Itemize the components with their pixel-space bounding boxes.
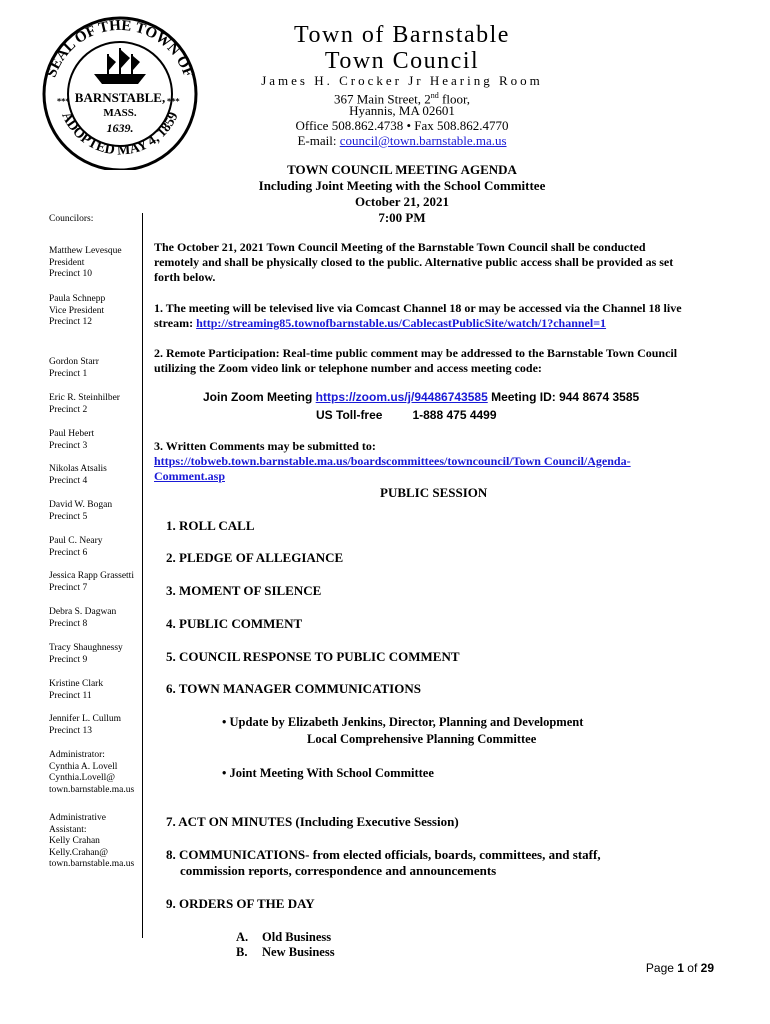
bullet-item: • Update by Elizabeth Jenkins, Director, Planning and Development (222, 715, 584, 729)
councilor-entry: Matthew Levesque President Precinct 10 (49, 246, 122, 279)
councilor-entry: Eric R. Steinhilber Precinct 2 (49, 393, 120, 415)
councilor-entry: Jennifer L. Cullum Precinct 13 (49, 714, 122, 736)
seal-ring-text: SEAL OF THE TOWN OF (43, 17, 197, 80)
bullet-icon: • (222, 715, 230, 729)
paragraph-written: 3. Written Comments may be submitted to: https://tobweb.town.barnstable.ma.us/boardscommittees/towncouncil/Town Council/Agenda- Comment.asp (154, 439, 631, 483)
councilor-entry: Gordon Starr Precinct 1 (49, 357, 99, 379)
agenda-item: 6. TOWN MANAGER COMMUNICATIONS (166, 681, 421, 696)
councilor-entry: Paul Hebert Precinct 3 (49, 429, 95, 451)
agenda-item: 2. PLEDGE OF ALLEGIANCE (166, 550, 344, 565)
hearing-room: James H. Crocker Jr Hearing Room (261, 73, 543, 88)
administrator-block: Administrator: Cynthia A. Lovell Cynthia.Lovell@ town.barnstable.ma.us (49, 750, 135, 795)
bullet-icon: • (222, 766, 230, 780)
agenda-item: 9. ORDERS OF THE DAY (166, 896, 315, 911)
councilor-entry: Paula Schnepp Vice President Precinct 12 (49, 294, 106, 327)
ship-icon (94, 48, 146, 84)
councilor-entry: Paul C. Neary Precinct 6 (49, 536, 103, 558)
councilor-entry: Kristine Clark Precinct 11 (49, 679, 104, 701)
zoom-meeting-id: Meeting ID: 944 8674 3585 (487, 390, 640, 404)
bullet-item-cont: Local Comprehensive Planning Committee (307, 732, 537, 746)
councilor-entry: Nikolas Atsalis Precinct 4 (49, 464, 107, 486)
sub-item: B. New Business (236, 945, 335, 959)
agenda-item: 3. MOMENT OF SILENCE (166, 583, 322, 598)
sub-item: A. Old Business (236, 930, 332, 944)
agenda-item: 1. ROLL CALL (166, 518, 255, 533)
letterhead-title-2: Town Council (324, 48, 480, 74)
councilor-entry: Debra S. Dagwan Precinct 8 (49, 607, 117, 629)
councilor-entry: David W. Bogan Precinct 5 (49, 500, 113, 522)
councilors-heading: Councilors: (49, 214, 94, 224)
svg-text:***: *** (167, 97, 180, 106)
phone-line: Office 508.862.4738 • Fax 508.862.4770 (295, 118, 509, 133)
letterhead-title-1: Town of Barnstable (294, 22, 510, 48)
seal-center-1: BARNSTABLE, (74, 90, 166, 105)
agenda-time: 7:00 PM (378, 210, 426, 225)
agenda-item: 5. COUNCIL RESPONSE TO PUBLIC COMMENT (166, 649, 460, 664)
comment-link[interactable]: https://tobweb.town.barnstable.ma.us/boardscommittees/towncouncil/Town Council/Agenda- (154, 454, 631, 468)
email-line: E-mail: council@town.barnstable.ma.us (297, 133, 507, 148)
public-session-heading: PUBLIC SESSION (380, 485, 488, 500)
svg-text:***: *** (57, 97, 70, 106)
zoom-line: Join Zoom Meeting https://zoom.us/j/94486743585 Meeting ID: 944 8674 3585 (203, 390, 640, 404)
seal-center-3: 1639. (106, 121, 134, 135)
agenda-item: 7. ACT ON MINUTES (Including Executive Session) (166, 814, 459, 829)
stream-link[interactable]: http://streaming85.townofbarnstable.us/CablecastPublicSite/watch/1?channel=1 (196, 316, 607, 330)
councilor-entry: Tracy Shaughnessy Precinct 9 (49, 643, 123, 665)
town-seal (22, 12, 212, 170)
agenda-subtitle: Including Joint Meeting with the School Committee (258, 178, 546, 193)
address-line: 367 Main Street, 2nd floor, (333, 91, 470, 107)
intro-paragraph: The October 21, 2021 Town Council Meeting of the Barnstable Town Council shall be conducted remotely and shall be physically closed to the public. Alternative public access shall be provided as set forth below. (154, 240, 674, 284)
seal-center-2: MASS. (103, 107, 137, 119)
paragraph-remote: 2. Remote Participation: Real-time public comment may be addressed to the Barnstable Town Council utilizing the Zoom video link or telephone number and access meeting code: (154, 346, 678, 375)
email-link[interactable]: council@town.barnstable.ma.us (339, 133, 507, 148)
councilor-entry: Jessica Rapp Grassetti Precinct 7 (49, 571, 134, 593)
agenda-item-cont: commission reports, correspondence and announcements (180, 863, 497, 878)
bullet-item: • Joint Meeting With School Committee (222, 766, 434, 780)
agenda-date: October 21, 2021 (355, 194, 449, 209)
tollfree-line: US Toll-free 1-888 475 4499 (316, 408, 497, 422)
page-number: Page 1 of 29 (645, 961, 714, 975)
agenda-item: 8. COMMUNICATIONS- from elected officials, boards, committees, and staff, (166, 847, 601, 862)
city-line: Hyannis, MA 02601 (349, 103, 455, 118)
agenda-item: 4. PUBLIC COMMENT (166, 616, 303, 631)
zoom-link[interactable]: https://zoom.us/j/94486743585 (315, 390, 488, 404)
assistant-block: Administrative Assistant: Kelly Crahan Kelly.Crahan@ town.barnstable.ma.us (49, 813, 135, 869)
seal-bottom-text: ADOPTED MAY 4, 1859 (58, 109, 182, 159)
paragraph-televised: 1. The meeting will be televised live via Comcast Channel 18 or may be accessed via the Channel 18 live stream: http://streaming85.townofbarnstable.us/CablecastPublicSite/watch/1?channel=1 (154, 301, 682, 330)
comment-link-cont[interactable]: Comment.asp (154, 469, 225, 483)
agenda-title: TOWN COUNCIL MEETING AGENDA (287, 162, 517, 177)
